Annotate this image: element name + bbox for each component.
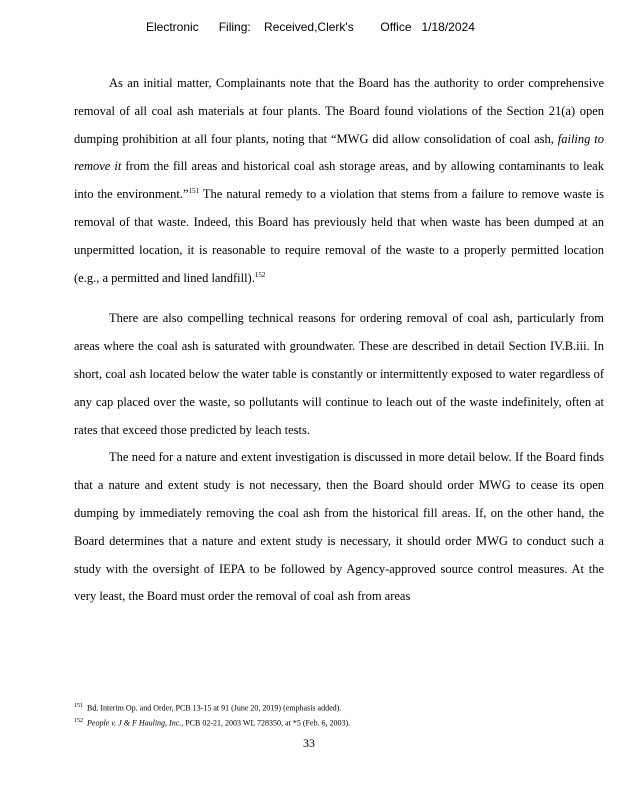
paragraph-1: [74, 70, 604, 292]
footnote-152: [74, 715, 604, 730]
paragraph-1-part2: from the fill areas and historical coal ash storage areas, and by allowing contaminants to leak into the environment.”: [74, 159, 604, 202]
paragraph-1-part1: As an initial matter, Complainants note that the Board has the authority to order comprehensive removal of all coal ash materials at four plants. The Board found violations of the Section 21(a) open dumping prohibition at all four plants, noting that “MWG did allow consolidation of coal ash,: [74, 76, 604, 146]
footnote-text: Bd. Interim Op. and Order, PCB 13-15 at 91 (June 20, 2019) (emphasis added).: [87, 703, 342, 713]
footnote-ref-151[interactable]: 151: [188, 187, 200, 196]
footnote-ref-152[interactable]: 152: [254, 270, 266, 279]
document-body: [74, 70, 604, 611]
case-name: People v. J & F Hauling, Inc.: [87, 718, 182, 728]
paragraph-2: There are also compelling technical reasons for ordering removal of coal ash, particularly from areas where the coal ash is saturated with groundwater. These are described in detail Section IV.B.iii. In short, coal ash located below the water table is constantly or intermittently exposed to water regardless of any cap placed over the waste, so pollutants will continue to leach out of the waste indefinitely, often at rates that exceed those predicted by leach tests.: [74, 311, 604, 437]
footnote-number: 152: [74, 717, 83, 724]
emphasis-text: failing to remove it: [74, 131, 604, 174]
efiling-header: Electronic Filing: Received,Clerk's Office 1/18/2024: [146, 20, 475, 34]
footnotes: [74, 700, 604, 729]
page-number: 33: [303, 736, 315, 750]
footnote-151: [74, 700, 604, 715]
paragraph-1-part3: The natural remedy to a violation that stems from a failure to remove waste is removal of that waste. Indeed, this Board has previously held that when waste has been dumped at an unpermitted location, it is reasonable to require removal of the waste to a properly permitted location (e.g., a permitted and lined landfill).: [74, 187, 604, 285]
paragraph-3: The need for a nature and extent investigation is discussed in more detail below. If the Board finds that a nature and extent study is not necessary, then the Board should order MWG to cease its open dumping by immediately removing the coal ash from the historical fill areas. If, on the other hand, the Board determines that a nature and extent study is necessary, it should order MWG to conduct such a study with the oversight of IEPA to be followed by Agency-approved source control measures. At the very least, the Board must order the removal of coal ash from areas: [74, 450, 604, 604]
footnote-text: , PCB 02-21, 2003 WL 728350, at *5 (Feb. 6, 2003).: [181, 718, 351, 728]
footnote-number: 151: [74, 703, 83, 709]
